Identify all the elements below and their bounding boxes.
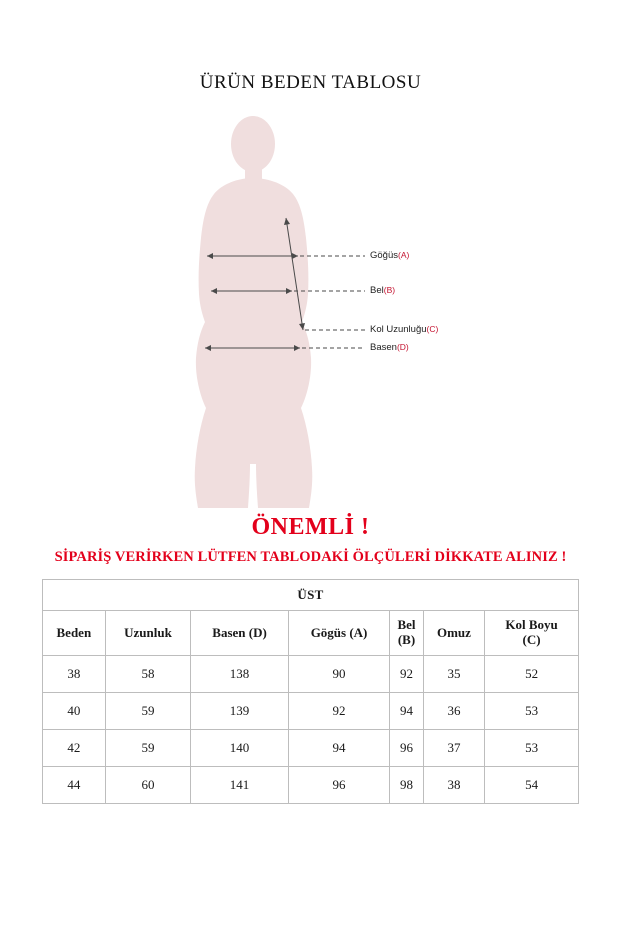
size-table-group-row: [43, 580, 579, 611]
label-basen-code: (D): [396, 342, 409, 352]
table-cell: 98: [390, 767, 424, 804]
figure-area: [0, 108, 621, 508]
table-row: [43, 656, 579, 693]
label-bel: [370, 285, 395, 296]
table-cell: 138: [191, 656, 289, 693]
label-gogus-code: (A): [398, 250, 410, 260]
size-table-wrapper: [42, 579, 579, 804]
body-silhouette-diagram: [0, 108, 621, 508]
label-bel-code: (B): [383, 285, 396, 295]
important-notice: [0, 514, 621, 566]
table-cell: 38: [43, 656, 106, 693]
table-cell: 59: [105, 693, 191, 730]
label-kol-uzunlugu-text: Kol Uzunluğu: [370, 324, 427, 335]
table-cell: 58: [105, 656, 191, 693]
table-row: [43, 693, 579, 730]
size-table: [42, 579, 579, 804]
table-cell: 44: [43, 767, 106, 804]
column-header-omuz: Omuz: [423, 611, 484, 656]
table-cell: 92: [288, 693, 389, 730]
table-cell: 54: [485, 767, 579, 804]
label-basen-text: Basen: [370, 342, 397, 353]
table-cell: 37: [423, 730, 484, 767]
table-cell: 40: [43, 693, 106, 730]
table-cell: 90: [288, 656, 389, 693]
table-cell: 42: [43, 730, 106, 767]
label-basen: [370, 342, 409, 353]
page-title: ÜRÜN BEDEN TABLOSU: [199, 72, 422, 93]
column-header-basen: Basen (D): [191, 611, 289, 656]
table-cell: 139: [191, 693, 289, 730]
column-header-gogus: Gögüs (A): [288, 611, 389, 656]
table-cell: 35: [423, 656, 484, 693]
notice-heading: ÖNEMLİ !: [251, 514, 370, 540]
column-header-uzunluk: Uzunluk: [105, 611, 191, 656]
label-bel-text: Bel: [370, 285, 384, 296]
label-gogus-text: Göğüs: [370, 250, 398, 261]
table-cell: 53: [485, 730, 579, 767]
table-row: [43, 730, 579, 767]
column-header-bel: Bel (B): [390, 611, 424, 656]
table-cell: 53: [485, 693, 579, 730]
size-table-body: [43, 656, 579, 804]
table-row: [43, 767, 579, 804]
table-cell: 52: [485, 656, 579, 693]
table-cell: 141: [191, 767, 289, 804]
table-cell: 59: [105, 730, 191, 767]
size-table-head: [43, 580, 579, 656]
size-table-group-header: ÜST: [43, 580, 579, 611]
table-cell: 60: [105, 767, 191, 804]
table-cell: 38: [423, 767, 484, 804]
label-kol-uzunlugu: [370, 324, 438, 335]
female-silhouette-icon: [195, 116, 313, 508]
table-cell: 92: [390, 656, 424, 693]
label-gogus: [370, 250, 409, 261]
table-cell: 96: [390, 730, 424, 767]
column-header-beden: Beden: [43, 611, 106, 656]
column-header-kol-boyu: Kol Boyu (C): [485, 611, 579, 656]
size-table-header-row: [43, 611, 579, 656]
table-cell: 96: [288, 767, 389, 804]
notice-subheading: SİPARİŞ VERİRKEN LÜTFEN TABLODAKİ ÖLÇÜLERİ DİKKATE ALINIZ !: [54, 549, 567, 565]
table-cell: 36: [423, 693, 484, 730]
table-cell: 140: [191, 730, 289, 767]
table-cell: 94: [390, 693, 424, 730]
label-kol-uzunlugu-code: (C): [426, 324, 439, 334]
table-cell: 94: [288, 730, 389, 767]
